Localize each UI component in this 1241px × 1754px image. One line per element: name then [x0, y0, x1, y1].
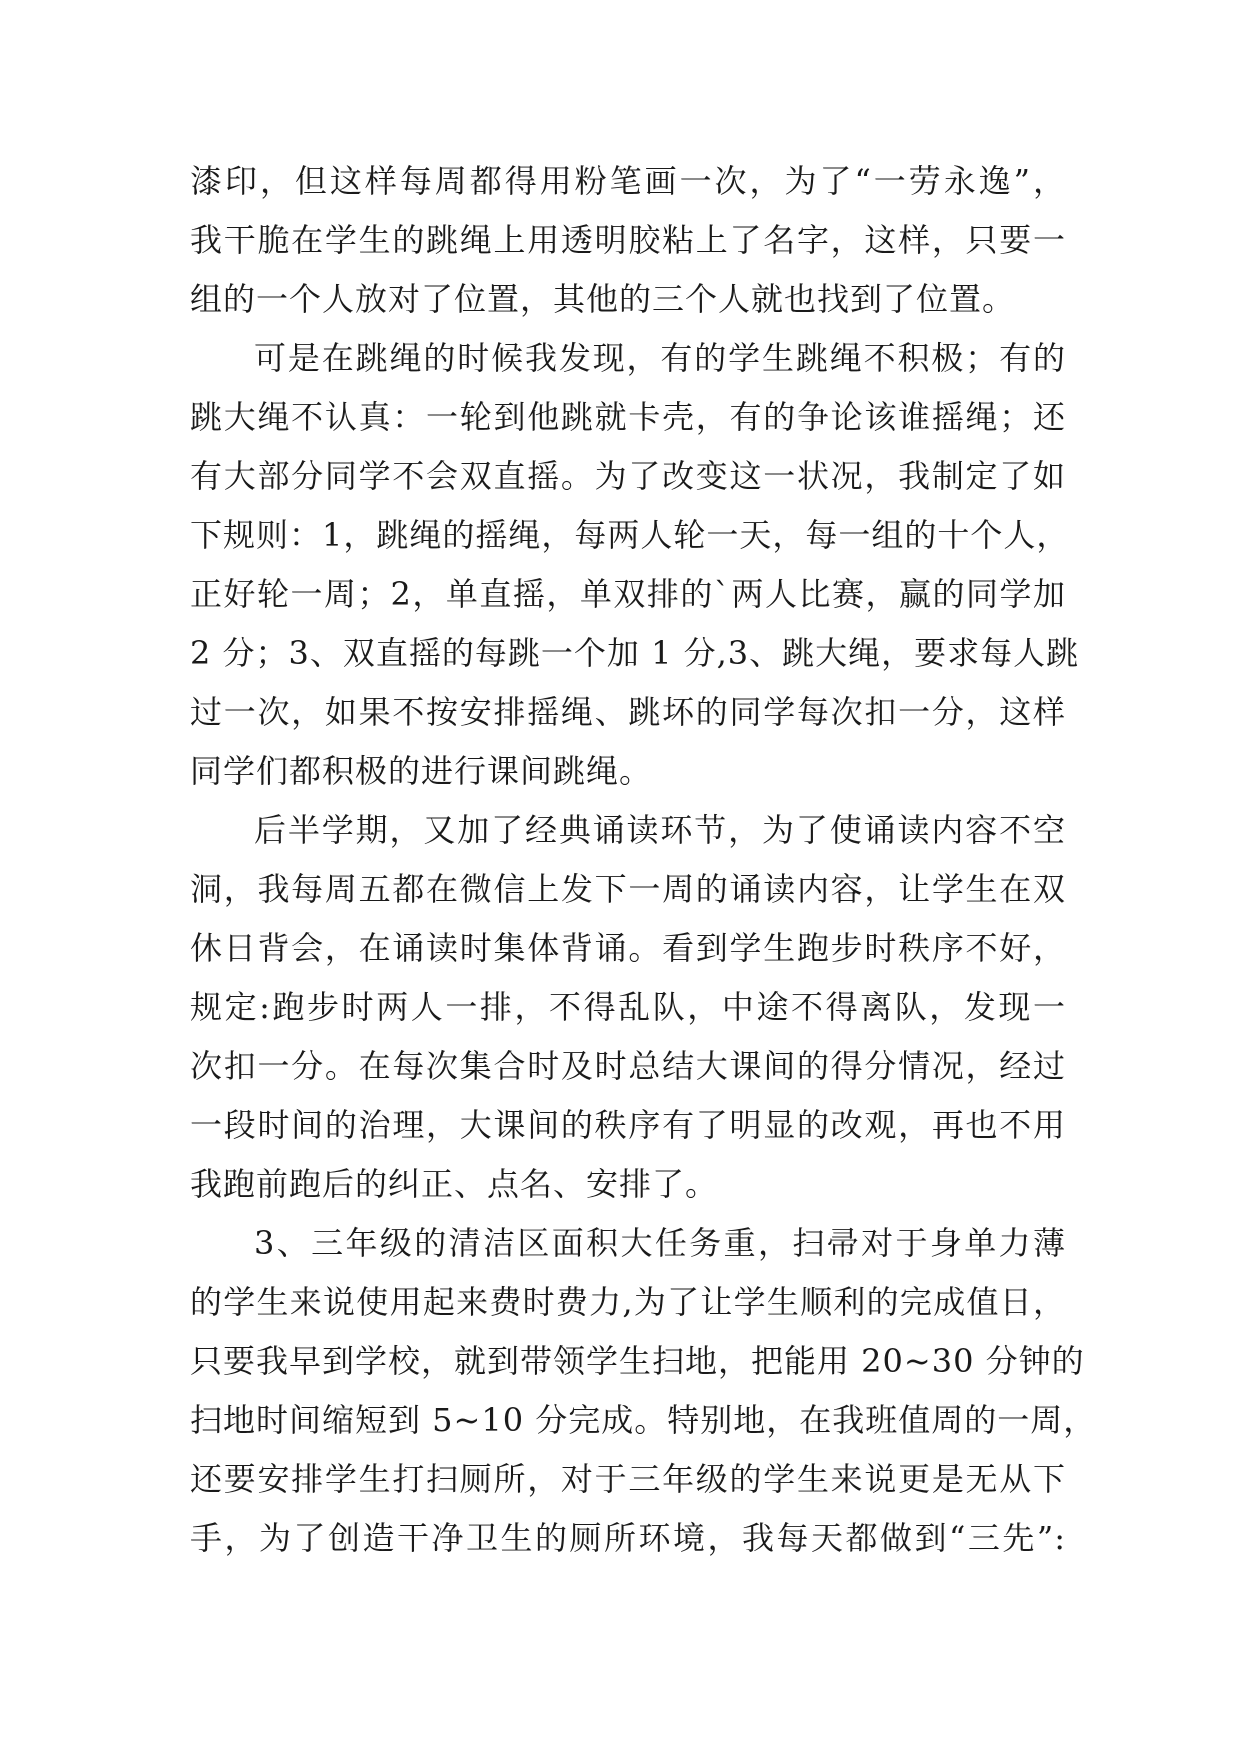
text-line: 过一次，如果不按安排摇绳、跳坏的同学每次扣一分，这样 — [190, 693, 1066, 731]
text-line: 规定:跑步时两人一排，不得乱队，中途不得离队，发现一 — [190, 988, 1066, 1026]
text-line: 我干脆在学生的跳绳上用透明胶粘上了名字，这样，只要一 — [190, 221, 1066, 259]
text-line: 一段时间的治理，大课间的秩序有了明显的改观，再也不用 — [190, 1106, 1066, 1144]
text-line: 同学们都积极的进行课间跳绳。 — [190, 752, 653, 790]
text-line: 后半学期，又加了经典诵读环节，为了使诵读内容不空 — [254, 811, 1066, 849]
paragraph-2 — [190, 329, 1080, 801]
text-line: 跳大绳不认真：一轮到他跳就卡壳，有的争论该谁摇绳；还 — [190, 398, 1066, 436]
text-line: 洞，我每周五都在微信上发下一周的诵读内容，让学生在双 — [190, 870, 1066, 908]
text-line: 下规则：1，跳绳的摇绳，每两人轮一天，每一组的十个人， — [190, 516, 1070, 554]
document-body — [190, 152, 1097, 1568]
text-line: 的学生来说使用起来费时费力,为了让学生顺利的完成值日， — [190, 1283, 1066, 1321]
text-line: 有大部分同学不会双直摇。为了改变这一状况，我制定了如 — [190, 457, 1066, 495]
text-line: 还要安排学生打扫厕所，对于三年级的学生来说更是无从下 — [190, 1460, 1066, 1498]
text-line: 组的一个人放对了位置，其他的三个人就也找到了位置。 — [190, 280, 1016, 318]
text-line: 正好轮一周；2，单直摇，单双排的`两人比赛，赢的同学加 — [190, 575, 1066, 613]
text-line: 漆印，但这样每周都得用粉笔画一次，为了“一劳永逸”， — [190, 162, 1066, 200]
text-line: 可是在跳绳的时候我发现，有的学生跳绳不积极；有的 — [254, 339, 1066, 377]
text-line: 手，为了创造干净卫生的厕所环境，我每天都做到“三先”: — [190, 1519, 1066, 1557]
paragraph-4 — [190, 1214, 1097, 1568]
text-line: 只要我早到学校，就到带领学生扫地，把能用 20~30 分钟的 — [190, 1342, 1085, 1380]
text-line: 扫地时间缩短到 5~10 分完成。特别地，在我班值周的一周， — [190, 1401, 1097, 1439]
text-line: 2 分；3、双直摇的每跳一个加 1 分,3、跳大绳，要求每人跳 — [190, 634, 1080, 672]
text-line: 次扣一分。在每次集合时及时总结大课间的得分情况，经过 — [190, 1047, 1066, 1085]
text-line: 我跑前跑后的纠正、点名、安排了。 — [190, 1165, 719, 1203]
paragraph-1 — [190, 152, 1066, 329]
text-line: 休日背会，在诵读时集体背诵。看到学生跑步时秩序不好， — [190, 929, 1066, 967]
text-line: 3、三年级的清洁区面积大任务重，扫帚对于身单力薄 — [254, 1224, 1066, 1262]
paragraph-3 — [190, 801, 1066, 1214]
